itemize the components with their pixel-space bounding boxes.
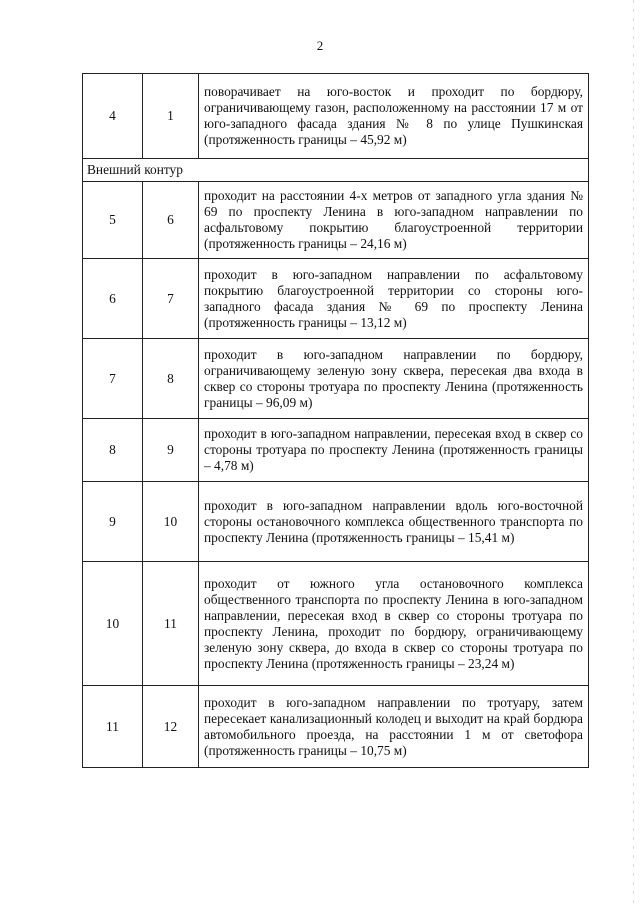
to-point: 9 [143, 419, 199, 482]
section-label: Внешний контур [83, 159, 589, 182]
boundary-description: проходит в юго-западном направлении, пересекая вход в сквер со стороны тротуара по проспекту Ленина (протяженность границы – 4,78 м) [199, 419, 589, 482]
table-row [83, 74, 589, 159]
to-point: 12 [143, 686, 199, 768]
to-point: 10 [143, 482, 199, 562]
boundary-description: проходит в юго-западном направлении по асфальтовому покрытию благоустроенной территории со стороны юго-западного фасада здания № 69 по проспекту Ленина (протяженность границы – 13,12 м) [199, 259, 589, 339]
table-row [83, 686, 589, 768]
table-row [83, 182, 589, 259]
page-number: 2 [316, 38, 324, 53]
section-row [83, 159, 589, 182]
from-point: 11 [83, 686, 143, 768]
boundary-description: поворачивает на юго-восток и проходит по бордюру, ограничивающему газон, расположенному на расстоянии 17 м от юго-западного фасада здания № 8 по улице Пушкинская (протяженность границы – 45,92 м) [199, 74, 589, 159]
table-row [83, 562, 589, 686]
boundary-description: проходит от южного угла остановочного комплекса общественного транспорта по проспекту Ленина в юго-западном направлении, пересекая вход в сквер со стороны тротуара по проспекту Ленина, проходит по бордюру, ограничивающему зеленую зону сквера, до входа в сквер со стороны тротуара по проспекту Ленина (протяженность границы – 23,24 м) [199, 562, 589, 686]
boundary-description: проходит в юго-западном направлении по тротуару, затем пересекает канализационный колодец и выходит на край бордюра автомобильного проезда, на расстоянии 1 м от светофора (протяженность границы – 10,75 м) [199, 686, 589, 768]
from-point: 8 [83, 419, 143, 482]
to-point: 6 [143, 182, 199, 259]
from-point: 5 [83, 182, 143, 259]
from-point: 9 [83, 482, 143, 562]
boundary-description: проходит в юго-западном направлении по бордюру, ограничивающему зеленую зону сквера, пересекая два входа в сквер со стороны тротуара по проспекту Ленина (протяженность границы – 96,09 м) [199, 339, 589, 419]
table-row [83, 482, 589, 562]
to-point: 1 [143, 74, 199, 159]
to-point: 8 [143, 339, 199, 419]
from-point: 4 [83, 74, 143, 159]
scan-edge-marks [633, 0, 634, 905]
from-point: 10 [83, 562, 143, 686]
boundary-description: проходит на расстоянии 4-х метров от западного угла здания № 69 по проспекту Ленина в юго-западном направлении по асфальтовому покрытию благоустроенной территории (протяженность границы – 24,16 м) [199, 182, 589, 259]
table-row [83, 419, 589, 482]
to-point: 11 [143, 562, 199, 686]
boundary-table [82, 73, 589, 768]
table-row [83, 339, 589, 419]
boundary-description: проходит в юго-западном направлении вдоль юго-восточной стороны остановочного комплекса общественного транспорта по проспекту Ленина (протяженность границы – 15,41 м) [199, 482, 589, 562]
to-point: 7 [143, 259, 199, 339]
from-point: 6 [83, 259, 143, 339]
table-row [83, 259, 589, 339]
from-point: 7 [83, 339, 143, 419]
